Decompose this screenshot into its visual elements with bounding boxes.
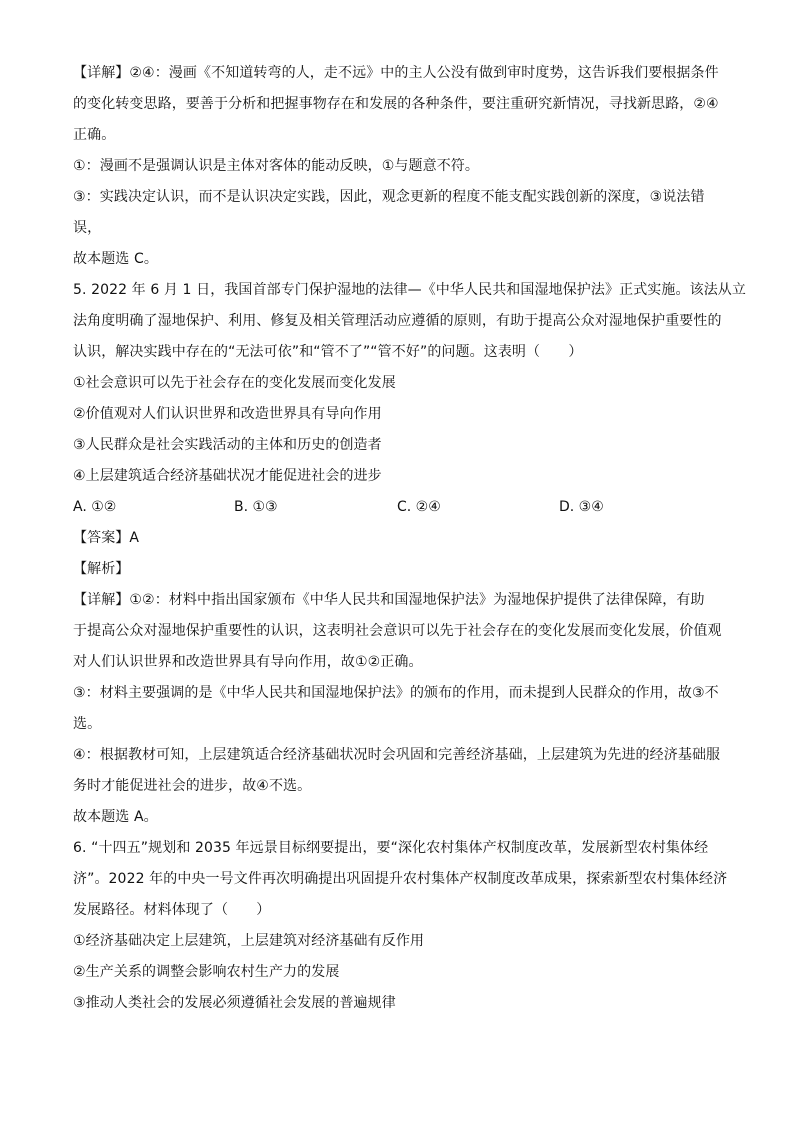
text-line: 认识，解决实践中存在的“无法可依”和“管不了”“管不好”的问题。这表明（ ） [73, 344, 583, 360]
text-line: 误， [73, 220, 102, 236]
text-line: ①：漫画不是强调认识是主体对客体的能动反映，①与题意不符。 [73, 158, 479, 174]
statement-4: ④上层建筑适合经济基础状况才能促进社会的进步 [73, 468, 382, 484]
statement-3: ③人民群众是社会实践活动的主体和历史的创造者 [73, 437, 382, 453]
text-line: ④：根据教材可知，上层建筑适合经济基础状况时会巩固和完善经济基础，上层建筑为先进的经济基础服 [73, 747, 721, 763]
text-line: ③：材料主要强调的是《中华人民共和国湿地保护法》的颁布的作用，而未提到人民群众的作用，故③不 [73, 685, 719, 701]
text-line: 法角度明确了湿地保护、利用、修复及相关管理活动应遵循的原则，有助于提高公众对湿地保护重要性的 [73, 313, 722, 329]
text-line: 故本题选 C。 [73, 251, 158, 267]
answer-label: 【答案】A [73, 530, 140, 546]
text-line: 对人们认识世界和改造世界具有导向作用，故①②正确。 [73, 654, 423, 670]
text-line: 选。 [73, 716, 102, 732]
statement-2: ②价值观对人们认识世界和改造世界具有导向作用 [73, 406, 382, 422]
text-line: 发展路径。材料体现了（ ） [73, 902, 271, 918]
text-line: 正确。 [73, 127, 116, 143]
statement-1: ①社会意识可以先于社会存在的变化发展而变化发展 [73, 375, 396, 391]
text-line: ③：实践决定认识，而不是认识决定实践，因此，观念更新的程度不能支配实践创新的深度，③说法错 [73, 189, 705, 205]
option-a: A. ①② [73, 499, 117, 515]
statement-2: ②生产关系的调整会影响农村生产力的发展 [73, 964, 340, 980]
document-page [73, 58, 746, 1019]
text-line: 的变化转变思路，要善于分析和把握事物存在和发展的各种条件，要注重研究新情况，寻找新思路，②④ [73, 96, 719, 112]
statement-3: ③推动人类社会的发展必须遵循社会发展的普遍规律 [73, 995, 396, 1011]
statement-1: ①经济基础决定上层建筑，上层建筑对经济基础有反作用 [73, 933, 425, 949]
text-line: 务时才能促进社会的进步，故④不选。 [73, 778, 312, 794]
option-b: B. ①③ [234, 499, 278, 515]
option-c: C. ②④ [397, 499, 441, 515]
analysis-label: 【解析】 [73, 561, 130, 577]
text-line: 于提高公众对湿地保护重要性的认识，这表明社会意识可以先于社会存在的变化发展而变化发展，价值观 [73, 623, 722, 639]
text-line: 济”。2022 年的中央一号文件再次明确提出巩固提升农村集体产权制度改革成果，探索新型农村集体经济 [73, 871, 728, 887]
text-line: 故本题选 A。 [73, 809, 158, 825]
option-d: D. ③④ [559, 499, 604, 515]
question-6-stem: 6. “十四五”规划和 2035 年远景目标纲要提出，要“深化农村集体产权制度改革，发展新型农村集体经 [73, 840, 709, 856]
question-5-stem: 5. 2022 年 6 月 1 日，我国首部专门保护湿地的法律—《中华人民共和国湿地保护法》正式实施。该法从立 [73, 282, 746, 298]
text-line: 【详解】②④：漫画《不知道转弯的人，走不远》中的主人公没有做到审时度势，这告诉我们要根据条件 [73, 65, 719, 81]
answer-options [73, 492, 725, 523]
text-line: 【详解】①②：材料中指出国家颁布《中华人民共和国湿地保护法》为湿地保护提供了法律保障，有助 [73, 592, 705, 608]
